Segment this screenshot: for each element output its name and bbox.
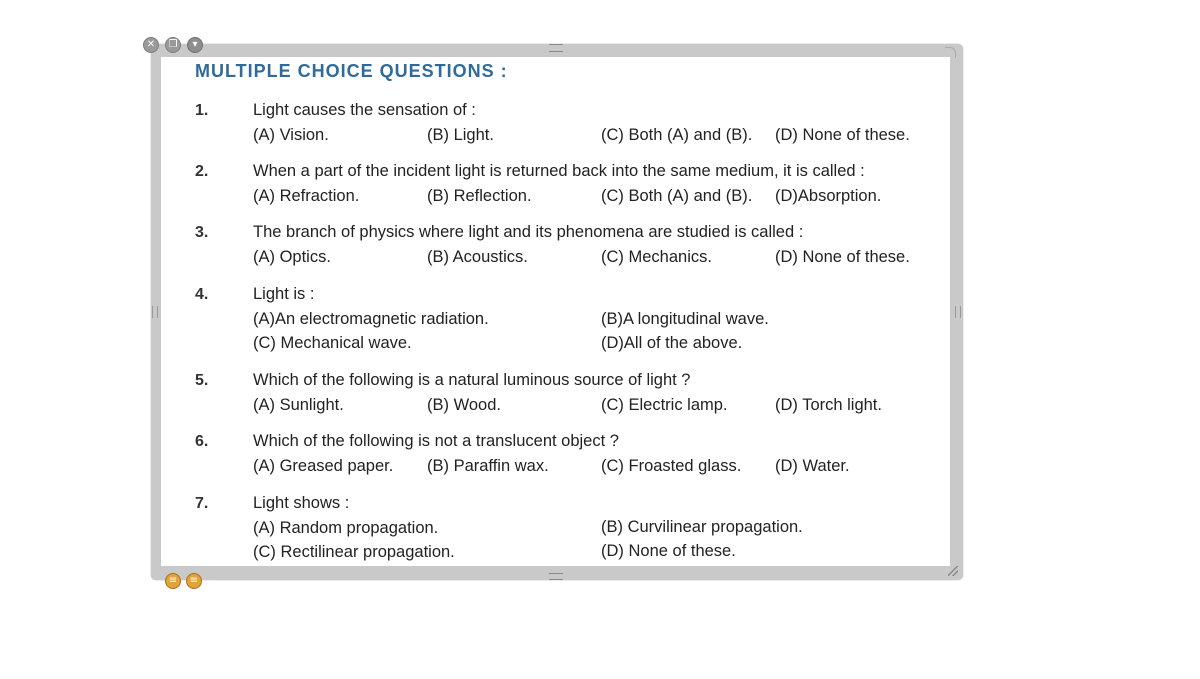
question-text: Light is : [253,285,315,303]
option-b: (B) Light. [427,126,494,144]
option-c: (C) Electric lamp. [601,396,728,414]
right-resize-grip[interactable] [955,306,961,318]
option-a: (A) Greased paper. [253,457,394,475]
option-b: (B)A longitudinal wave. [601,310,769,328]
question-number: 4. [195,286,209,303]
question-text: Light shows : [253,494,350,512]
restore-icon[interactable]: ❐ [165,37,181,53]
resize-corner-handle[interactable] [948,566,958,576]
option-c: (C) Both (A) and (B). [601,187,753,205]
close-icon[interactable]: ✕ [143,37,159,53]
option-d: (D)Absorption. [775,187,882,205]
bottom-resize-grip[interactable] [549,573,563,580]
option-a: (A) Sunlight. [253,396,344,414]
chevron-down-icon[interactable]: ▾ [187,37,203,53]
next-page-icon[interactable]: ≡ [186,573,202,589]
option-d: (D)All of the above. [601,334,743,352]
option-a: (A) Vision. [253,126,329,144]
page-title: MULTIPLE CHOICE QUESTIONS : [195,61,508,81]
option-b: (B) Reflection. [427,187,532,205]
option-c: (C) Both (A) and (B). [601,126,753,144]
question-text: Which of the following is not a translucent object ? [253,432,619,450]
option-b: (B) Acoustics. [427,248,528,266]
question-number: 1. [195,102,209,119]
question-text: The branch of physics where light and its phenomena are studied is called : [253,223,804,241]
top-resize-grip[interactable] [549,44,563,52]
option-a: (A) Optics. [253,248,331,266]
option-d: (D) None of these. [601,542,736,560]
option-c: (C) Mechanical wave. [253,334,412,352]
previous-page-icon[interactable]: ≡ [165,573,181,589]
option-b: (B) Curvilinear propagation. [601,518,803,536]
question-text: When a part of the incident light is returned back into the same medium, it is called : [253,162,865,180]
question-number: 2. [195,163,209,180]
option-a: (A) Refraction. [253,187,360,205]
question-text: Light causes the sensation of : [253,101,476,119]
question-number: 3. [195,224,209,241]
question-number: 6. [195,433,209,450]
option-d: (D) Water. [775,457,850,475]
option-d: (D) None of these. [775,248,910,266]
option-c: (C) Mechanics. [601,248,712,266]
option-b: (B) Paraffin wax. [427,457,549,475]
option-c: (C) Froasted glass. [601,457,742,475]
left-resize-grip[interactable] [152,306,158,318]
option-a: (A) Random propagation. [253,519,439,537]
option-b: (B) Wood. [427,396,501,414]
option-d: (D) Torch light. [775,396,882,414]
option-d: (D) None of these. [775,126,910,144]
window-corner [945,47,956,58]
option-c: (C) Rectilinear propagation. [253,543,455,561]
question-number: 7. [195,495,209,512]
option-a: (A)An electromagnetic radiation. [253,310,489,328]
question-text: Which of the following is a natural luminous source of light ? [253,371,691,389]
question-number: 5. [195,372,209,389]
